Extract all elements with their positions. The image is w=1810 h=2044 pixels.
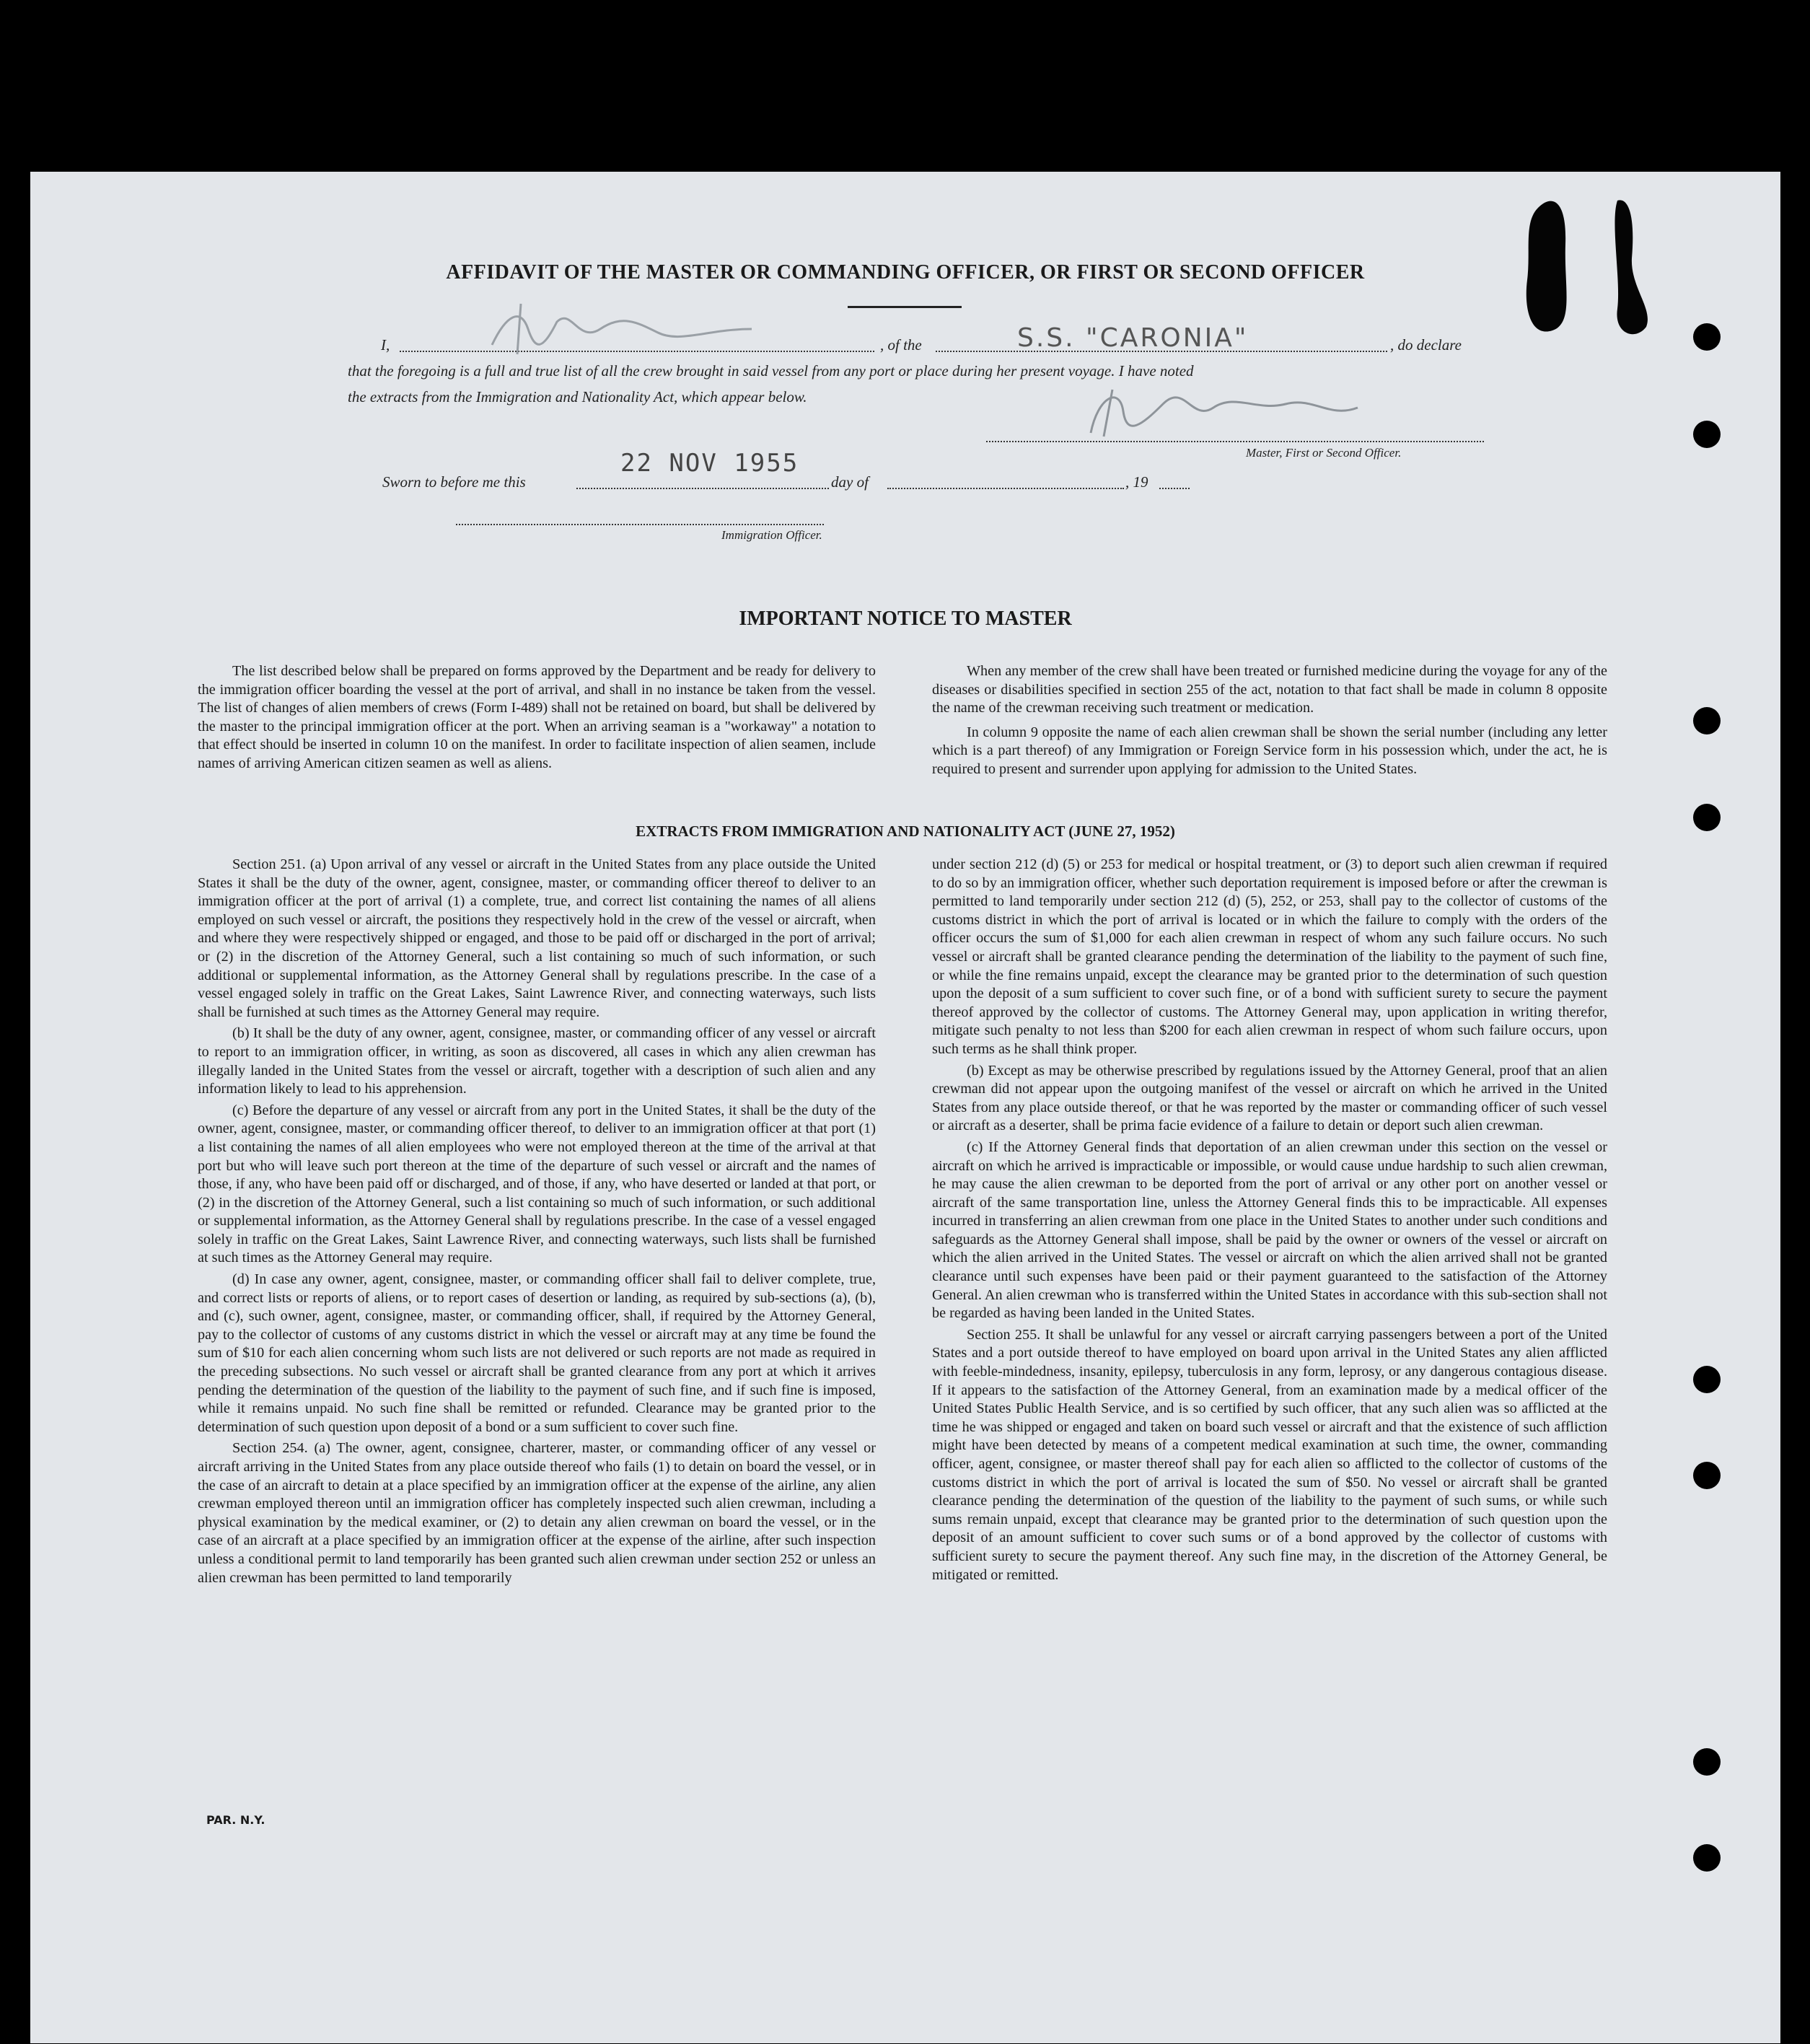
binder-hole bbox=[1693, 1844, 1721, 1872]
section-254-a-continued: under section 212 (d) (5) or 253 for medical or hospital treatment, or (3) to deport such alien crewman if required to do so by an immigration officer, whether such deportation requirement is imposed before or after the crewman is permitted to land temporarily under section 212 (d) (5), 252, or 253, shall pay to the collector of customs of the customs district in which the port of arrival is located or in which the failure to comply with the orders of the officer occurs the sum of $1,000 for each alien crewman in respect of whom any such failure occurs. No such vessel or aircraft shall be granted clearance pending the determination of the liability to the payment of such fine, or while the fine remains unpaid, except the clearance may be granted prior to the determination of such question upon the deposit of a sum sufficient to cover such fine, or of a bond with sufficient surety to secure the payment thereof approved by the collector of customs. The Attorney General may, upon application in writing therefor, mitigate such penalty to not less than $200 for each alien crewman in respect of whom such failure occurs, upon such terms as he shall think proper. bbox=[932, 856, 1607, 1057]
notice-right-paragraph-1: When any member of the crew shall have been treated or furnished medicine during the voyage for any of the diseases or disabilities specified in section 255 of the act, notation to that fact shall be made in column 8 opposite the name of the crewman receiving such treatment or medication. bbox=[932, 663, 1607, 716]
affidavit-line-3: the extracts from the Immigration and Nationality Act, which appear below. bbox=[348, 388, 807, 405]
notice-right-paragraph-2: In column 9 opposite the name of each alien crewman shall be shown the serial number (including any letter which is a part thereof) of any Immigration or Foreign Service form in his possession which, under the act, he is required to present and surrender upon applying for admission to the United States. bbox=[932, 724, 1607, 777]
extracts-left-column bbox=[198, 856, 876, 1587]
section-254-c: (c) If the Attorney General finds that deportation of an alien crewman under this section on the vessel or aircraft on which he arrived is impracticable or impossible, or would cause undue hardship to such alien crewman, he may cause the alien crewman to be deported from the port of arrival or any other port on another vessel or aircraft of the same transportation line, unless the Attorney General finds this to be impracticable. All expenses incurred in transferring an alien crewman from one place in the United States to another under such conditions and safeguards as the Attorney General shall impose, shall be paid by the owner or owners of the vessel or aircraft on which the alien arrived in the United States. The vessel or aircraft on which the alien arrived shall not be granted clearance until such expenses have been paid or their payment guaranteed to the satisfaction of the Attorney General. An alien crewman who is transferred within the United States in accordance with this sub-section shall not be regarded as having been landed in the United States. bbox=[932, 1139, 1607, 1322]
binder-hole bbox=[1693, 804, 1721, 831]
printer-mark: PAR. N.Y. bbox=[206, 1813, 265, 1827]
notice-right-column bbox=[932, 662, 1607, 779]
binder-hole bbox=[1693, 707, 1721, 734]
title-rule bbox=[848, 306, 962, 308]
section-251-c: (c) Before the departure of any vessel or aircraft from any port in the United States, it shall be the duty of the owner, agent, consignee, master, or commanding officer thereof, to deliver to an immigration officer at that port (1) a list containing the names of all alien employees who were not employed thereon at the time of the arrival at that port but who will leave such port thereon at the time of the departure of such vessel or aircraft and the names of those, if any, who have been paid off or discharged, and of those, if any, who have deserted or landed at that port, or (2) in the discretion of the Attorney General, such a list containing so much of such information, or such additional or supplemental information, as the Attorney General shall by regulations prescribe. In the case of a vessel engaged solely in traffic on the Great Lakes, Saint Lawrence River, and connecting waterways, such lists shall be furnished at such times as the Attorney General may require. bbox=[198, 1102, 876, 1266]
handwritten-signature-name bbox=[478, 300, 773, 358]
sworn-date-blank bbox=[576, 488, 829, 489]
notice-left-column bbox=[198, 662, 876, 773]
month-blank bbox=[887, 488, 1124, 489]
notice-title: IMPORTANT NOTICE TO MASTER bbox=[739, 608, 1072, 630]
binder-hole bbox=[1693, 1366, 1721, 1393]
extracts-title: EXTRACTS FROM IMMIGRATION AND NATIONALITY ACT (JUNE 27, 1952) bbox=[636, 823, 1175, 840]
day-of-label: day of bbox=[831, 473, 869, 491]
binder-hole bbox=[1693, 421, 1721, 448]
year-blank bbox=[1159, 488, 1190, 489]
affidavit-title: AFFIDAVIT OF THE MASTER OR COMMANDING OFFICER, OR FIRST OR SECOND OFFICER bbox=[446, 261, 1365, 284]
binder-hole bbox=[1693, 323, 1721, 351]
affidavit-line-2: that the foregoing is a full and true list of all the crew brought in said vessel from any port or place during her present voyage. I have noted bbox=[348, 362, 1194, 380]
master-signature-line bbox=[986, 441, 1484, 442]
sworn-label: Sworn to before me this bbox=[382, 473, 526, 491]
date-stamp: 22 NOV 1955 bbox=[620, 449, 799, 478]
master-caption: Master, First or Second Officer. bbox=[1246, 446, 1402, 460]
notice-left-paragraph: The list described below shall be prepared on forms approved by the Department and be ready for delivery to the immigration officer boarding the vessel at the port of arrival, and shall in no instance be taken from the vessel. The list of changes of alien members of crews (Form I-489) shall not be retained on board, but shall be delivered by the master to the principal immigration officer at the port. When an arriving seaman is a "workaway" a notation to that effect should be inserted in column 10 on the manifest. In order to facilitate inspection of alien seamen, include names of arriving American citizen seamen as well as aliens. bbox=[198, 663, 876, 771]
affidavit-i-label: I, bbox=[381, 336, 390, 354]
of-the-label: , of the bbox=[880, 336, 922, 354]
master-signature bbox=[1069, 382, 1372, 440]
do-declare-label: , do declare bbox=[1390, 336, 1462, 354]
section-254-a: Section 254. (a) The owner, agent, consignee, charterer, master, or commanding officer of any vessel or aircraft arriving in the United States from any place outside thereof who fails (1) to detain on board the vessel, or in the case of an aircraft to detain at a place specified by an immigration officer at the expense of the airline, any alien crewman employed thereon until an immigration officer has completely inspected such alien crewman, including a physical examination by the medical examiner, or (2) to detain any alien crewman on board the vessel, or in the case of an aircraft at a place specified by an immigration officer at the expense of the airline, after such inspection unless a conditional permit to land temporarily has been granted such alien crewman under section 252 or unless an alien crewman has been permitted to land temporarily bbox=[198, 1440, 876, 1586]
section-254-b: (b) Except as may be otherwise prescribed by regulations issued by the Attorney General, proof that an alien crewman did not appear upon the outgoing manifest of the vessel or aircraft on which he arrived in the United States from any place outside thereof, or that he was reported by the master or commanding officer of such vessel or aircraft as a deserter, shall be prima facie evidence of a failure to detain or deport such alien crewman. bbox=[932, 1062, 1607, 1134]
binder-hole bbox=[1693, 1748, 1721, 1776]
vessel-name: S.S. "CARONIA" bbox=[1017, 323, 1249, 353]
section-255: Section 255. It shall be unlawful for any vessel or aircraft carrying passengers between a port of the United States and a port outside thereof to have employed on board upon arrival in the United States any alien afflicted with feeble-mindedness, insanity, epilepsy, tuberculosis in any form, leprosy, or any dangerous contagious disease. If it appears to the satisfaction of the Attorney General, from an examination made by a medical officer of the United States Public Health Service, and is so certified by such officer, that any such alien was so afflicted at the time he was shipped or engaged and taken on board such vessel or aircraft and that the existence of such affliction might have been detected by means of a competent medical examination at such time, the owner, commanding officer, agent, consignee, or master thereof shall pay for each alien so afflicted to the collector of customs of the customs district in which the port of arrival is located the sum of $50. No vessel or aircraft shall be granted clearance pending the determination of the question of the liability to the payment of such sums, or while such sums remain unpaid, except that clearance may be granted prior to the determination of such question upon the deposit of an amount sufficient to cover such sums or of a bond approved by the collector of customs with sufficient surety to secure the payment thereof. Any such fine may, in the discretion of the Attorney General, be mitigated or remitted. bbox=[932, 1326, 1607, 1583]
section-251-d: (d) In case any owner, agent, consignee, master, or commanding officer shall fail to deliver complete, true, and correct lists or reports of aliens, or to report cases of desertion or landing, as required by sub-sections (a), (b), and (c), such owner, agent, consignee, master, or commanding officer, shall, if required by the Attorney General, pay to the collector of customs of any customs district in which the vessel or aircraft may at any time be found the sum of $10 for each alien concerning whom such lists are not delivered or such reports are not made as required in the preceding subsections. No such vessel or aircraft shall be granted clearance from any port at which it arrives pending the determination of the question of the liability to the payment of such fine, and if such fine is imposed, while it remains unpaid. No such fine shall be remitted or refunded. Clearance may be granted prior to the determination of such question upon deposit of a bond or a sum sufficient to cover such fine. bbox=[198, 1271, 876, 1435]
officer-caption: Immigration Officer. bbox=[721, 528, 822, 542]
section-251-a: Section 251. (a) Upon arrival of any vessel or aircraft in the United States from any place outside the United States it shall be the duty of the owner, agent, consignee, master, or commanding officer thereof to deliver to an immigration officer at the port of arrival (1) a complete, true, and correct list containing the names of all aliens employed on such vessel or aircraft, the positions they respectively hold in the crew of the vessel or aircraft, when and where they were respectively shipped or engaged, and those to be paid off or discharged in the port of arrival; or (2) in the discretion of the Attorney General, such a list containing so much of such information, or such additional or supplemental information, as the Attorney General shall by regulations prescribe. In the case of a vessel engaged solely in traffic on the Great Lakes, Saint Lawrence River, and connecting waterways, such lists shall be furnished at such times as the Attorney General may require. bbox=[198, 856, 876, 1020]
ink-blot-marks bbox=[1509, 179, 1682, 352]
year-label: , 19 bbox=[1125, 473, 1148, 491]
extracts-right-column bbox=[932, 856, 1607, 1584]
officer-signature-line bbox=[456, 524, 824, 525]
document-page bbox=[30, 172, 1780, 2043]
binder-hole bbox=[1693, 1462, 1721, 1489]
section-251-b: (b) It shall be the duty of any owner, agent, consignee, master, or commanding officer of any vessel or aircraft to report to an immigration officer, in writing, as soon as discovered, all cases in which any alien crewman has illegally landed in the United States from the vessel or aircraft, together with a description of such alien and any information likely to lead to his apprehension. bbox=[198, 1025, 876, 1097]
